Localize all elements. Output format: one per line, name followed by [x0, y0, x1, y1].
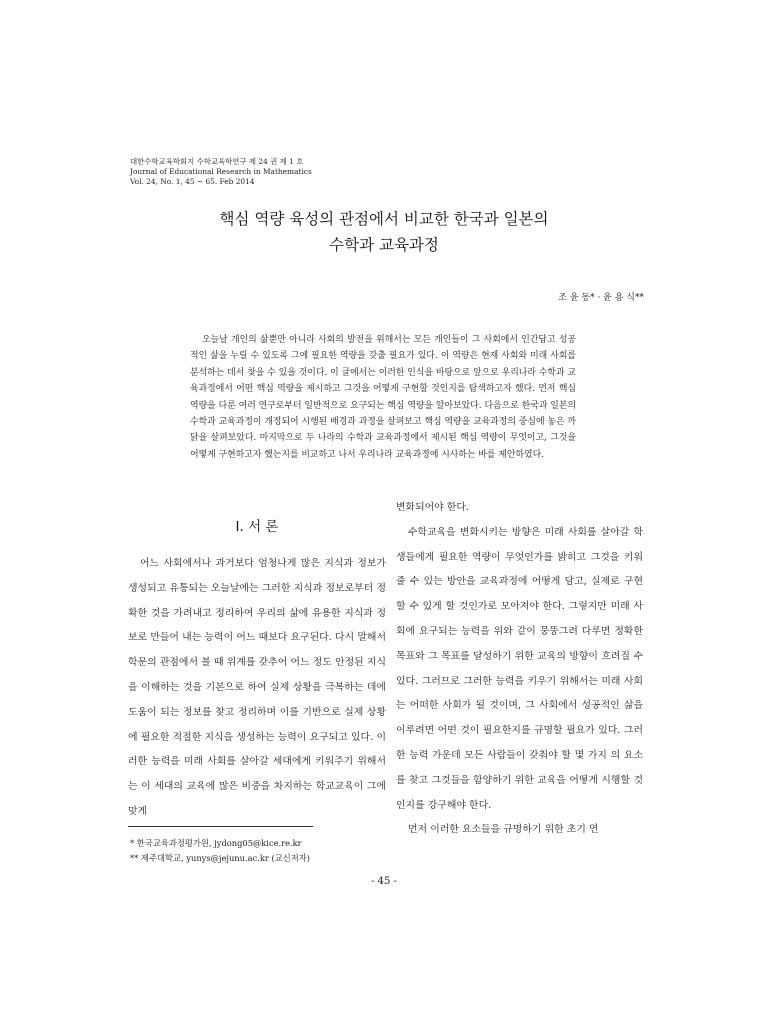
authors: 조 윤 동* · 윤 용 식** — [558, 293, 644, 303]
section-heading-introduction: Ⅰ. 서 론 — [235, 519, 279, 535]
body-paragraph: 수학교육을 변화시키는 방향은 미래 사회를 살아갈 학생들에게 필요한 역량이 무엇인가를 밝히고 그것을 키워 줄 수 있는 방안을 교육과정에 어떻게 담고, 실제로 구현할 수 있게 할 것인가로 모아져야 한다. 그렇지만 미래 사회에 요구되는 능력을 위와 같이 뭉뚱그려 다루면 정확한 목표와 그 목표를 달성하기 위한 교육의 방향이 흐려질 수 있다. 그러므로 그러한 능력을 키우기 위해서는 미래 사회는 어떠한 사회가 될 것이며, 그 사회에서 성공적인 삶을 이루려면 어떤 것이 필요한지를 규명할 필요가 있다. 그러한 능력 가운데 모든 사람들이 갖춰야 할 몇 가지 의 요소를 찾고 그것들을 함양하기 위한 교육을 어떻게 시행할 것인지를 강구해야 한다. — [396, 526, 643, 811]
body-paragraph: 먼저 이러한 요소들을 규명하기 위한 초기 연 — [408, 824, 599, 836]
journal-header — [130, 157, 312, 187]
abstract: 오늘날 개인의 삶뿐만 아니라 사회의 발전을 위해서는 모든 개인들이 그 사회에서 인간답고 성공적인 삶을 누릴 수 있도록 그에 필요한 역량을 갖출 필요가 있다. 이 역량은 현재 사회와 미래 사회를 분석하는 데서 찾을 수 있을 것이다. 이 글에서는 이러한 인식을 바탕으로 앞으로 우리나라 수학과 교육과정에서 어떤 핵심 역량을 제시하고 그것을 어떻게 구현할 것인지를 탐색하고자 했다. 먼저 핵심 역량을 다룬 여러 연구로부터 일반적으로 요구되는 핵심 역량을 알아보았다. 다음으로 한국과 일본의 수학과 교육과정이 개정되어 시행된 배경과 과정을 살펴보고 핵심 역량을 교육과정의 중심에 놓은 까닭을 살펴보았다. 마지막으로 두 나라의 수학과 교육과정에서 제시된 핵심 역량이 무엇이고, 그것을 어떻게 구현하고자 했는지를 비교하고 나서 우리나라 교육과정에 시사하는 바를 제안하였다. — [190, 335, 576, 460]
body-paragraph: 어느 사회에서나 과거보다 엄청나게 많은 지식과 정보가 생성되고 유통되는 오늘날에는 그러한 지식과 정보로부터 정확한 것을 가려내고 정리하여 우리의 삶에 유용한 지식과 정보로 만들어 내는 능력이 어느 때보다 요구된다. 다시 말해서 학문의 관점에서 볼 때 위계를 갖추어 어느 정도 안정된 지식을 이해하는 것을 기본으로 하여 실제 상황을 극복하는 데에 도움이 되는 정보를 찾고 정리하며 이를 기반으로 실제 상황에 필요한 적절한 지식을 생성하는 능력이 요구되고 있다. 이러한 능력을 미래 사회를 살아갈 세대에게 키워주기 위해서는 이 세대의 교육에 많은 비중을 차지하는 학교교육이 그에 맞게 — [128, 558, 386, 817]
paper-title-line-2: 수학과 교육과정 — [329, 236, 439, 254]
body-column-left — [128, 552, 386, 825]
body-paragraph-continuation: 변화되어야 한다. — [396, 502, 470, 513]
journal-line-volume: Vol. 24, No. 1, 45 ~ 65. Feb 2014 — [130, 177, 255, 186]
journal-line-english: Journal of Educational Research in Mathematics — [130, 167, 312, 176]
footnote-1: * 한국교육과정평가원, jydong05@kice.re.kr — [130, 838, 302, 848]
footnote-2: ** 제주대학교, yunys@jejunu.ac.kr (교신저자) — [130, 853, 311, 863]
body-column-right — [396, 496, 643, 843]
page-number: - 45 - — [371, 876, 397, 887]
footnote-divider — [128, 826, 313, 827]
journal-line-korean: 대한수학교육학회지 수학교육학연구 제 24 권 제 1 호 — [130, 157, 304, 166]
footnotes — [130, 836, 310, 866]
paper-title-line-1: 핵심 역량 육성의 관점에서 비교한 한국과 일본의 — [219, 210, 549, 228]
paper-title — [0, 206, 768, 258]
